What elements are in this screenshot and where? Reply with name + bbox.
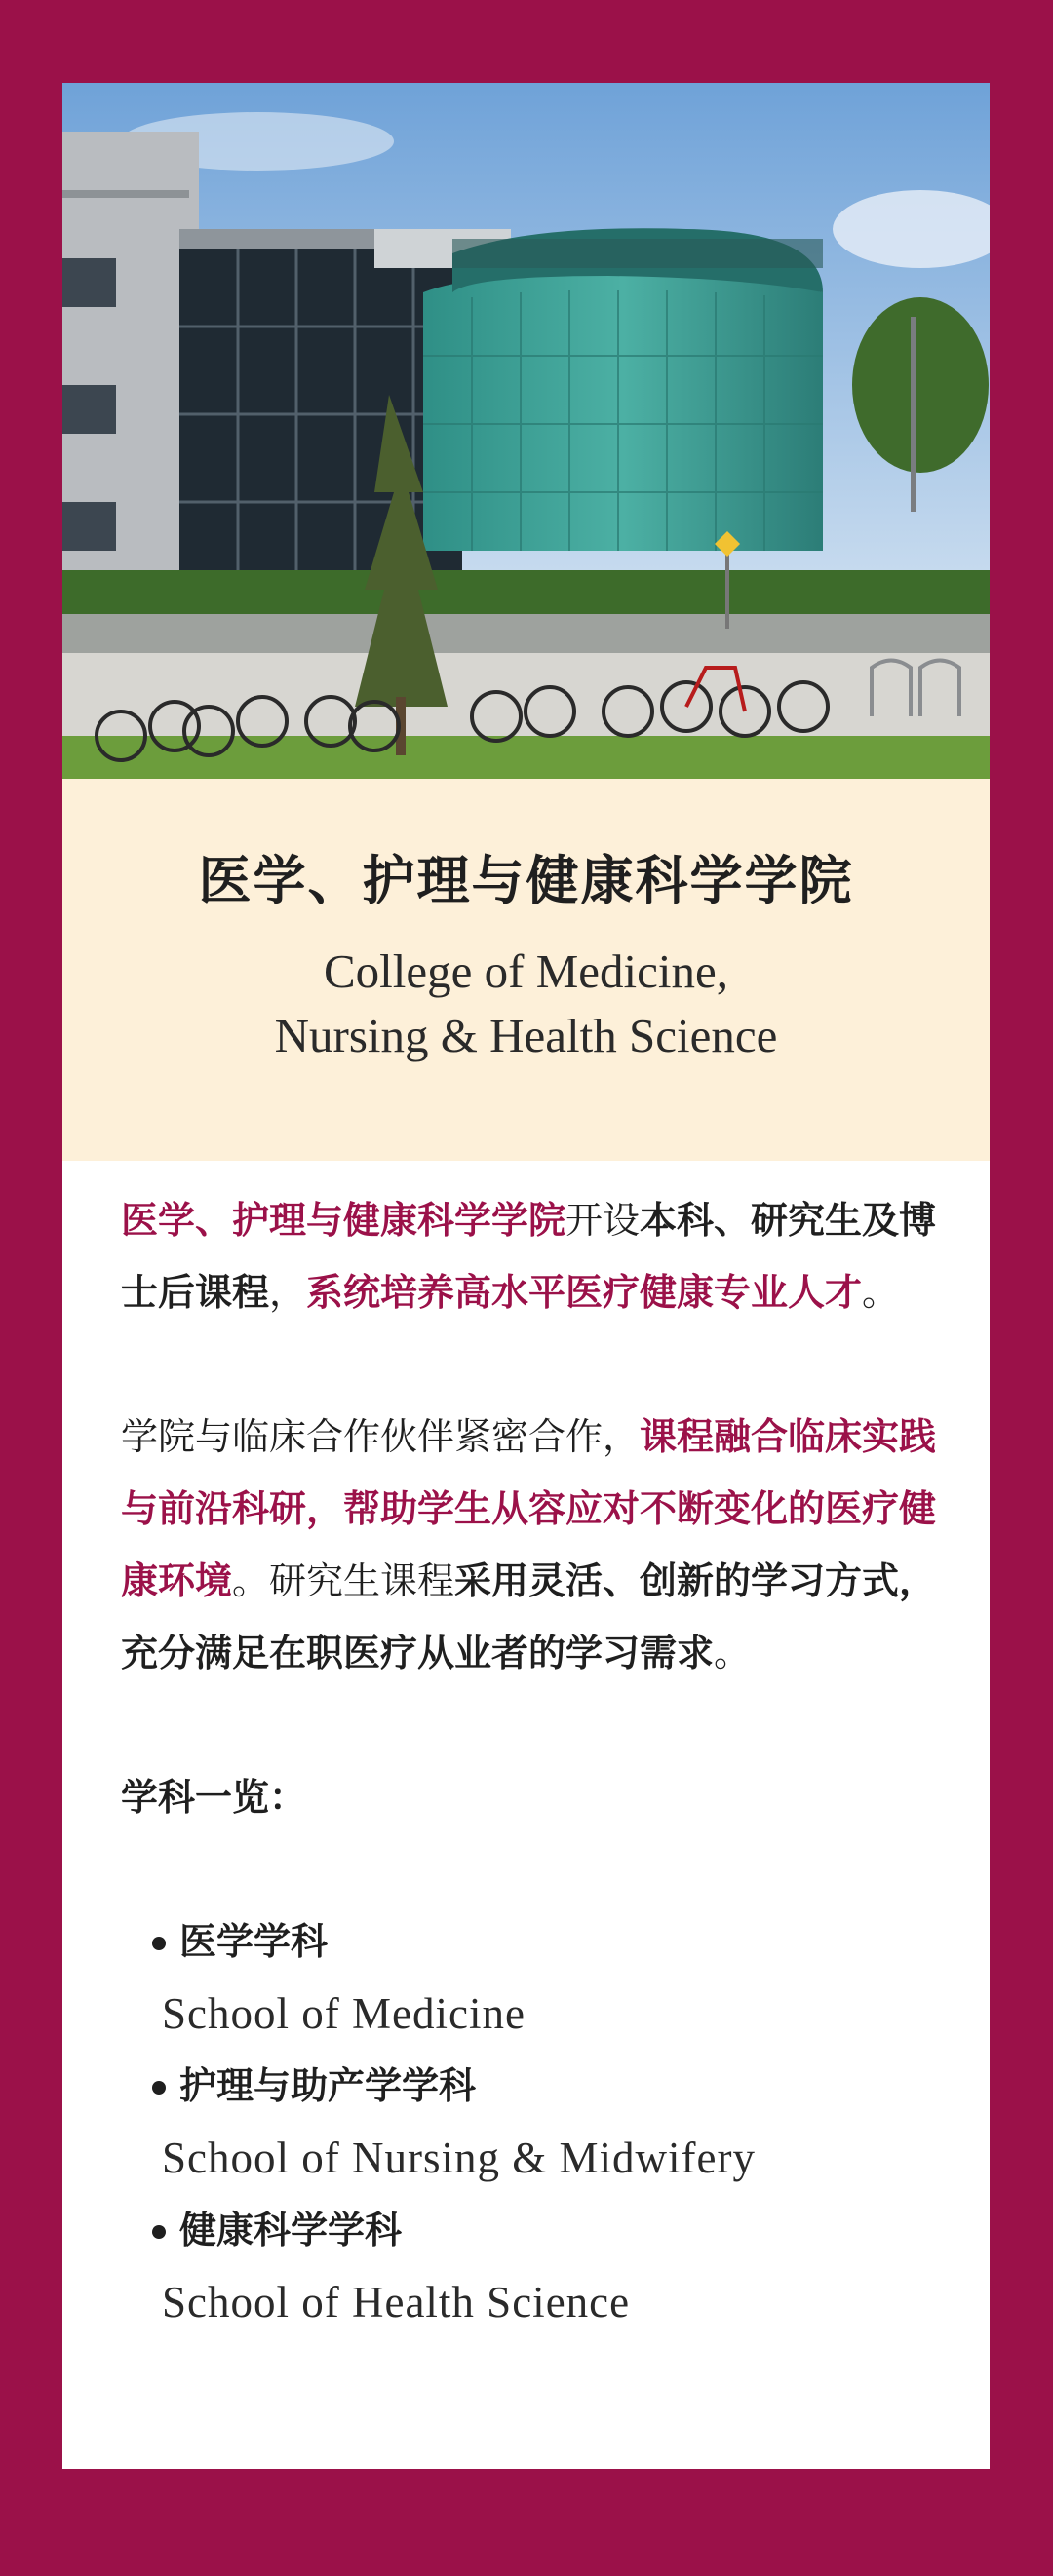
school-name-chinese: 健康科学学科 [179,2209,403,2251]
list-item [121,2050,940,2194]
plain-text: 开设 [566,1199,641,1242]
content-card [62,83,990,2469]
plain-text: 。 [862,1271,900,1314]
building-illustration [62,83,990,779]
clinical-paragraph [121,1401,940,1689]
campus-building-photo [62,83,990,779]
bullet-icon [152,2081,166,2095]
bullet-icon [152,2225,166,2239]
intro-paragraph [121,1184,940,1328]
school-name-english: School of Health Science [162,2278,631,2326]
school-name-chinese: 医学学科 [179,1920,329,1963]
school-name-english: School of Medicine [162,1989,526,2038]
disciplines-list [121,1905,940,2338]
school-name-english: School of Nursing & Midwifery [162,2134,756,2182]
highlight-text: 课程融合临床实践与前沿科研，帮助学生从容应对不断变化的医疗健康环境 [121,1415,937,1602]
highlight-text: 系统培养高水平医疗健康专业人才 [306,1271,863,1314]
title-english-line-2: Nursing & Health Science [274,1009,778,1062]
school-name-chinese: 护理与助产学学科 [179,2064,477,2107]
list-item [121,1905,940,2050]
title-band [62,779,990,1161]
page-title-english [62,940,990,1068]
bullet-icon [152,1937,166,1950]
plain-text: ， [269,1271,307,1314]
body-text [121,1184,940,2338]
title-english-line-1: College of Medicine, [323,944,729,998]
highlight-text: 医学、护理与健康科学学院 [121,1199,566,1242]
plain-text: 。 [714,1632,752,1674]
plain-text: 。研究生课程 [232,1559,455,1602]
disciplines-heading: 学科一览： [121,1776,307,1819]
bold-text: 采用灵活、创新的学习方式，充分满足在职医疗从业者的学习需求 [121,1559,937,1674]
bold-text: 本科、研究生及博士后课程 [121,1199,937,1314]
list-item [121,2194,940,2338]
plain-text: 学院与临床合作伙伴紧密合作， [121,1415,641,1458]
page-title-chinese: 医学、护理与健康科学学院 [198,849,854,911]
